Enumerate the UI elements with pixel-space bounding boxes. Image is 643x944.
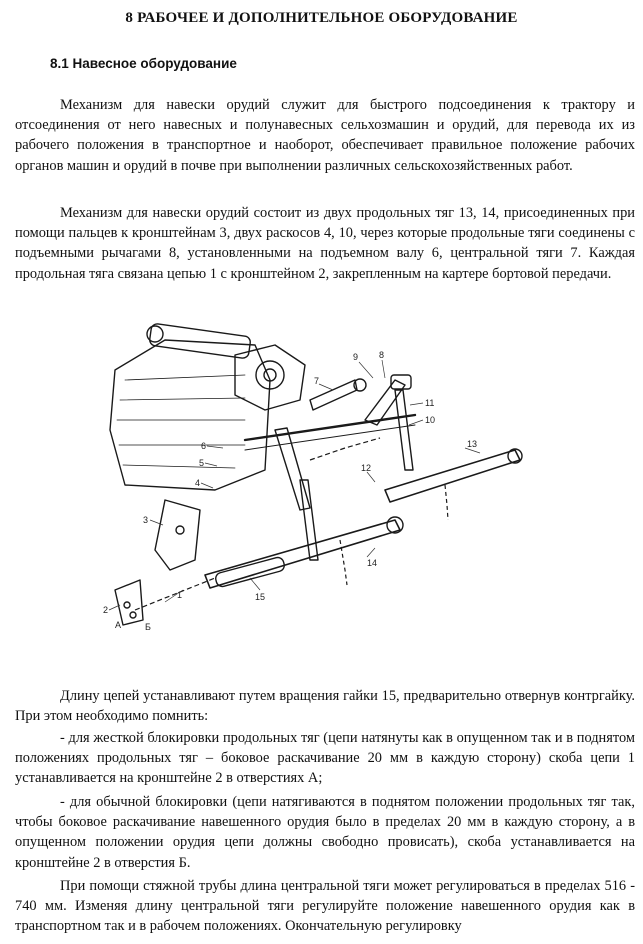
section-title: 8.1 Навесное оборудование — [50, 56, 237, 71]
paragraph-rigid-lock: - для жесткой блокировки продольных тяг (цепи натянуты как в опущенном так и в поднятом положениях продольных тяг – боковое раскачивание 20 мм в каждую сторону) скоба цепи 1 устанавливается на кронштейне 2 в отверстиях А; — [15, 730, 635, 787]
figure-label-13: 13 — [467, 439, 478, 449]
paragraph-composition: Механизм для навески орудий состоит из двух продольных тяг 13, 14, присоединенных при помощи пальцев к кронштейнам 3, двух раскосов 4, 10, через которые продольные тяги соединены с подъемными рычагами 8, установленными на подъемном валу 6, центральной тяги 7. Каждая продольная тяга связана цепью 1 с кронштейном 2, закрепленным на картере бортовой передачи. — [15, 205, 635, 282]
figure-label-7: 7 — [314, 376, 320, 386]
figure-label-15: 15 — [255, 592, 266, 602]
figure-label-9: 9 — [353, 352, 359, 362]
chapter-title: 8 РАБОЧЕЕ И ДОПОЛНИТЕЛЬНОЕ ОБОРУДОВАНИЕ — [125, 10, 518, 26]
figure-label-11: 11 — [425, 398, 435, 408]
figure-label-2: 2 — [103, 605, 109, 615]
paragraph-central-link: При помощи стяжной трубы длина центральной тяги может регулироваться в пределах 516 - 740 мм. Изменяя длину центральной тяги регулируйте положение навешенного орудия как в транспортном так и в рабочем положениях. Окончательную регулировку — [15, 878, 635, 935]
figure-label-12: 12 — [361, 463, 372, 473]
figure-label-3: 3 — [143, 515, 149, 525]
figure-label-6: 6 — [201, 441, 207, 451]
figure-label-10: 10 — [425, 415, 436, 425]
figure-label-A: А — [115, 620, 122, 630]
figure-label-4: 4 — [195, 478, 201, 488]
hitch-mechanism-drawing — [95, 320, 545, 650]
figure-label-1: 1 — [177, 590, 183, 600]
hitch-mechanism-figure — [95, 320, 545, 650]
figure-label-5: 5 — [199, 458, 205, 468]
figure-label-14: 14 — [367, 558, 378, 568]
paragraph-purpose: Механизм для навески орудий служит для быстрого подсоединения к трактору и отсоединения от него навесных и полунавесных сельхозмашин и орудий, для перевода их из рабочего положения в транспортное и наоборот, обеспечивает правильное положение рабочих органов машин и орудий в почве при выполнении различных сельскохозяйственных работ. — [15, 97, 635, 174]
figure-label-8: 8 — [379, 350, 385, 360]
paragraph-normal-lock: - для обычной блокировки (цепи натягиваются в поднятом положении продольных тяг так, чтобы боковое раскачивание навешенного орудия было в пределах 20 мм в каждую сторону, а в опущенном положении орудия цепи должны свободно провисать), скоба устанавливается на кронштейне 2 в отверстия Б. — [15, 794, 635, 871]
paragraph-chain-length: Длину цепей устанавливают путем вращения гайки 15, предварительно отвернув контргайку. При этом необходимо помнить: — [15, 688, 635, 725]
figure-label-B: Б — [145, 622, 151, 632]
